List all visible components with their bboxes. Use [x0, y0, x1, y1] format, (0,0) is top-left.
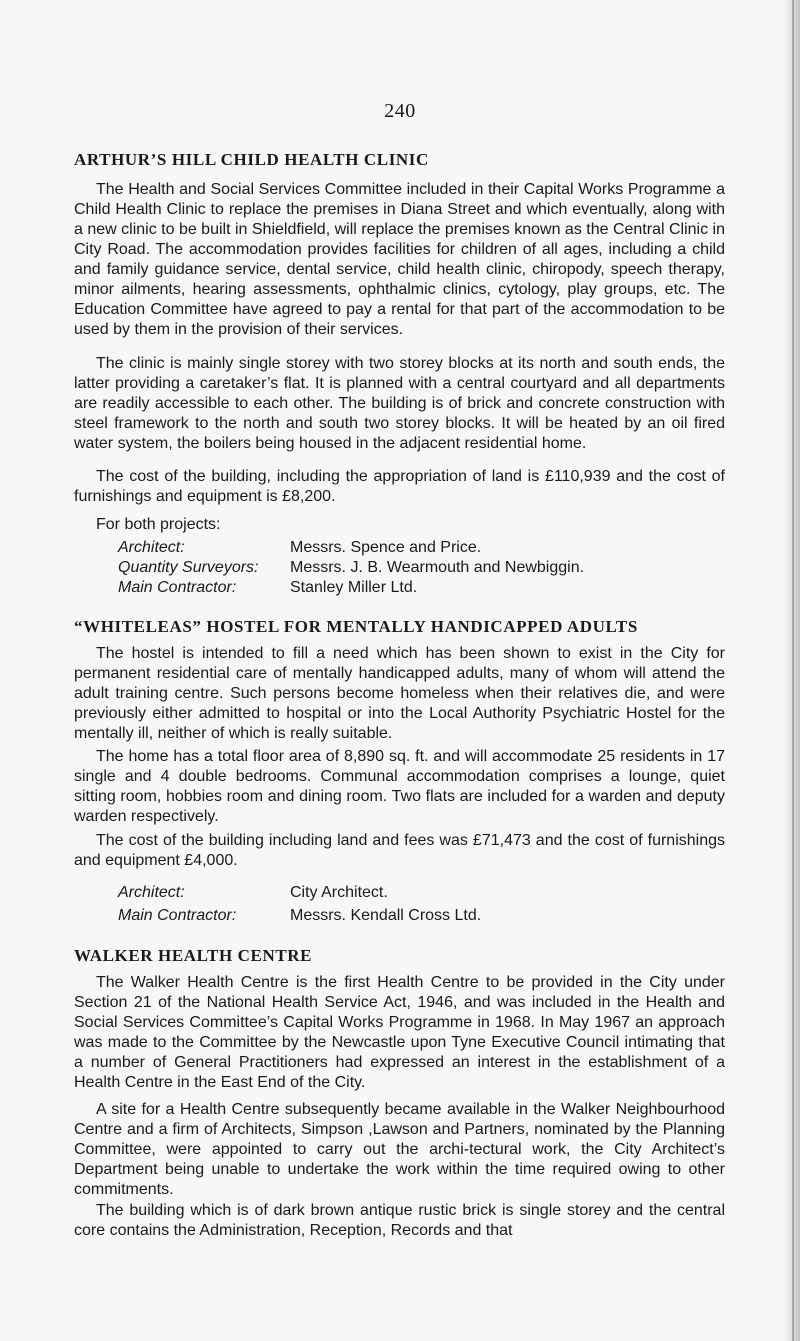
paragraph: The cost of the building, including the appropriation of land is £110,939 and the cost of furnishings and equipment is £8,200.	[74, 468, 725, 505]
page-edge-line	[792, 0, 794, 1341]
paragraph: The cost of the building including land and fees was £71,473 and the cost of furnishings and equipment £4,000.	[74, 832, 725, 869]
credit-value-quantity-surveyors: Messrs. J. B. Wearmouth and Newbiggin.	[290, 559, 585, 576]
credit-label-architect: Architect:	[118, 884, 185, 901]
paragraph: The hostel is intended to fill a need which has been shown to exist in the City for permanent residential care of mentally handicapped adults, many of whom will attend the adult training centre. Such persons become homeless when their relatives die, and were previously either admitted to hospital or into the Local Authority Psychiatric Hostel for the mentally ill, neither of which is really suitable.	[74, 645, 725, 742]
credit-value-architect: Messrs. Spence and Price.	[290, 539, 482, 556]
paragraph: The Health and Social Services Committee included in their Capital Works Programme a Child Health Clinic to replace the premises in Diana Street and which eventually, along with a new clinic to be built in Shieldfield, will replace the premises known as the Central Clinic in City Road. The accommodation provides facilities for children of all ages, including a child and family guidance service, dental service, child health clinic, chiropody, speech therapy, minor ailments, hearing assessments, ophthalmic clinics, cytology, play groups, etc. The Education Committee have agreed to pay a rental for that part of the accommodation to be used by them in the provision of their services.	[74, 181, 725, 338]
credit-label-main-contractor: Main Contractor:	[118, 907, 237, 924]
paragraph: The clinic is mainly single storey with two storey blocks at its north and south ends, the latter providing a caretaker’s flat. It is planned with a central courtyard and all departments are readily accessible to each other. The building is of brick and concrete construction with steel framework to the north and south two storey blocks. It will be heated by an oil fired water system, the boilers being housed in the adjacent residential home.	[74, 355, 725, 452]
section-heading-walker-health-centre: WALKER HEALTH CENTRE	[74, 946, 313, 965]
paragraph: The home has a total floor area of 8,890 sq. ft. and will accommodate 25 residents in 17 single and 4 double bedrooms. Communal accommodation comprises a lounge, quiet sitting room, hobbies room and dining room. Two flats are included for a warden and deputy warden respectively.	[74, 748, 725, 825]
paragraph: The building which is of dark brown antique rustic brick is single storey and the central core contains the Administration, Reception, Records and that	[74, 1202, 725, 1239]
paragraph: The Walker Health Centre is the first Health Centre to be provided in the City under Section 21 of the National Health Service Act, 1946, and was included in the Health and Social Services Committee’s Capital Works Programme in 1968. In May 1967 an approach was made to the Committee by the Newcastle upon Tyne Executive Council intimating that a number of General Practitioners had expressed an interest in the establishment of a Health Centre in the East End of the City.	[74, 974, 725, 1091]
credit-value-main-contractor: Stanley Miller Ltd.	[290, 579, 418, 596]
credit-label-quantity-surveyors: Quantity Surveyors:	[118, 559, 259, 576]
paragraph: A site for a Health Centre subsequently became available in the Walker Neighbourhood Centre and a firm of Architects, Simpson ,Lawson and Partners, nominated by the Planning Committee, were appointed to carry out the archi-tectural work, the City Architect’s Department being unable to undertake the work within the time required owing to other commitments.	[74, 1101, 725, 1198]
projects-intro: For both projects:	[96, 516, 221, 533]
section-heading-arthurs-hill: ARTHUR’S HILL CHILD HEALTH CLINIC	[74, 150, 429, 169]
credit-value-architect: City Architect.	[290, 884, 388, 901]
credit-label-main-contractor: Main Contractor:	[118, 579, 237, 596]
page-number: 240	[384, 100, 416, 122]
credit-label-architect: Architect:	[118, 539, 185, 556]
section-heading-whiteleas-hostel: “WHITELEAS” HOSTEL FOR MENTALLY HANDICAPPED ADULTS	[74, 617, 638, 636]
credit-value-main-contractor: Messrs. Kendall Cross Ltd.	[290, 907, 482, 924]
